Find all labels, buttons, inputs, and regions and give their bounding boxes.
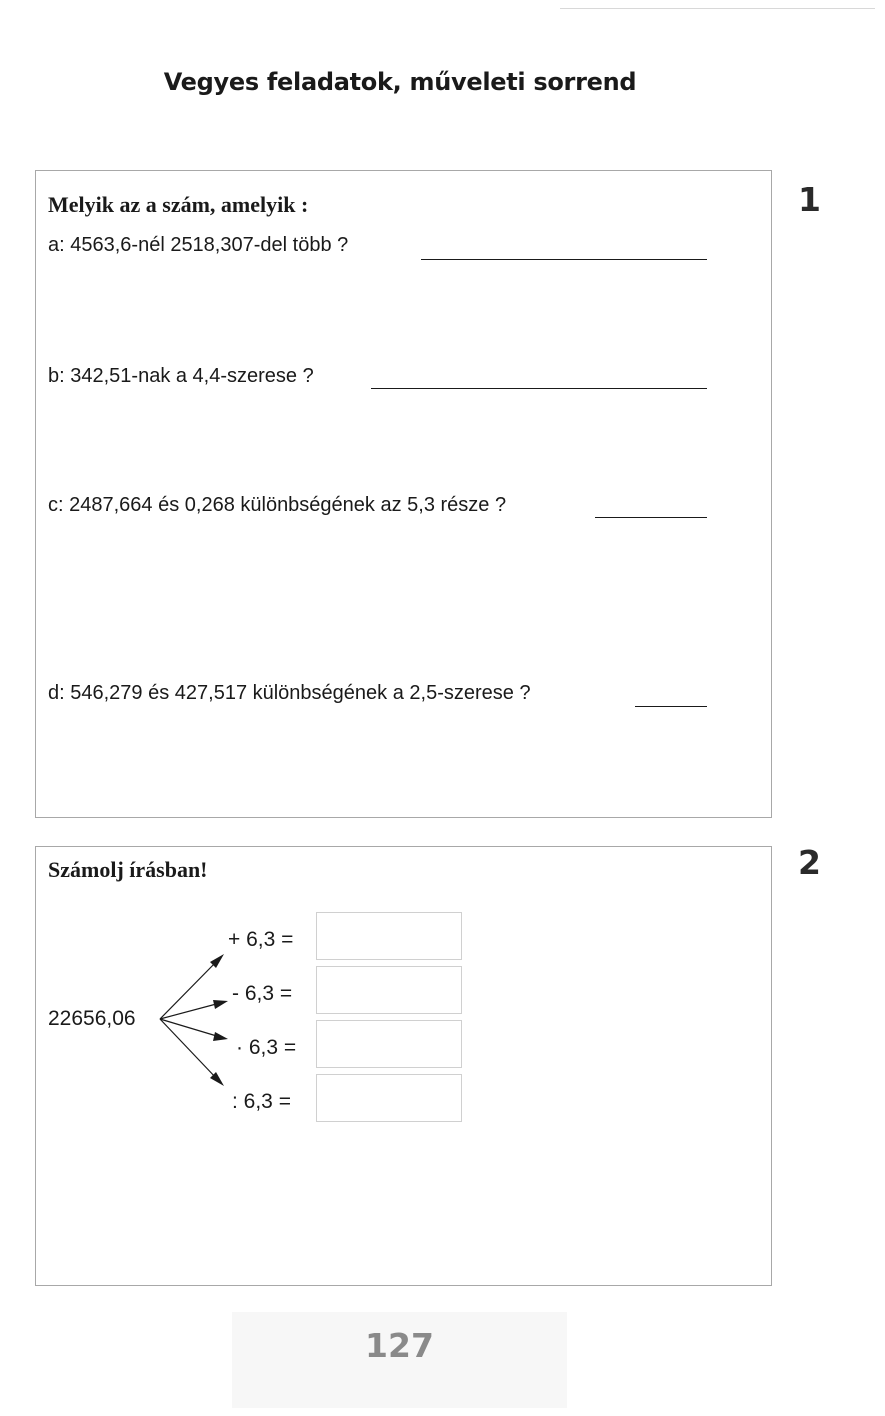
task-2-number: 2: [798, 843, 821, 882]
page-title: Vegyes feladatok, műveleti sorrend: [163, 68, 637, 96]
question-b: b: 342,51-nak a 4,4-szerese ?: [48, 365, 314, 387]
operation-add-label: + 6,3 =: [228, 928, 294, 951]
answer-box-divide[interactable]: [316, 1074, 462, 1122]
operation-divide-label: : 6,3 =: [232, 1090, 291, 1113]
question-a: a: 4563,6-nél 2518,307-del több ?: [48, 234, 349, 256]
question-c: c: 2487,664 és 0,268 különbségének az 5,3 része ?: [48, 494, 507, 516]
task-2-heading: Számolj írásban!: [48, 857, 208, 882]
operation-subtract-label: - 6,3 =: [232, 982, 293, 1005]
answer-box-add[interactable]: [316, 912, 462, 960]
question-d: d: 546,279 és 427,517 különbségének a 2,5-szerese ?: [48, 682, 531, 704]
page-number: 127: [365, 1326, 434, 1365]
task-1-number: 1: [798, 180, 821, 219]
task-1-heading: Melyik az a szám, amelyik :: [48, 192, 309, 217]
operation-multiply-label: · 6,3 =: [236, 1036, 297, 1059]
start-number: 22656,06: [48, 1007, 136, 1030]
answer-box-multiply[interactable]: [316, 1020, 462, 1068]
answer-box-subtract[interactable]: [316, 966, 462, 1014]
